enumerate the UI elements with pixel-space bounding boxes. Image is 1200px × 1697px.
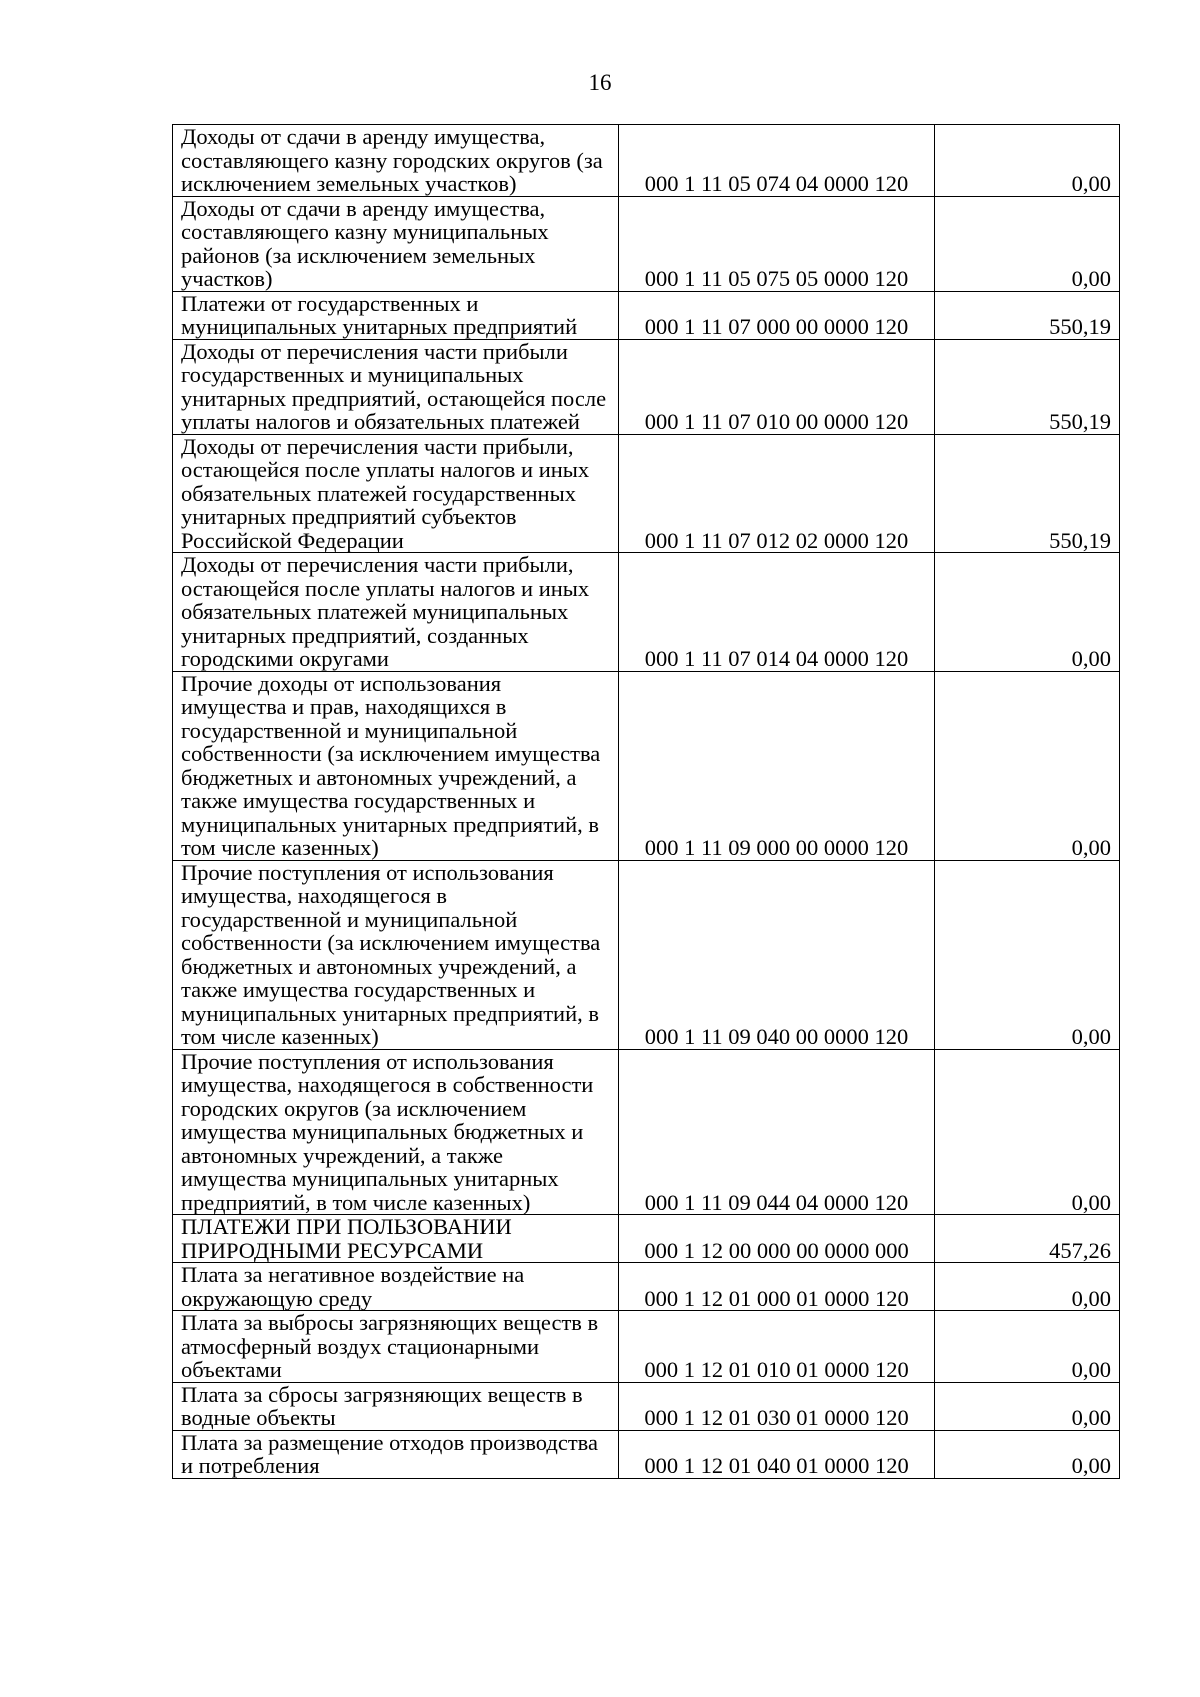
revenue-name-cell: Доходы от сдачи в аренду имущества, составляющего казну муниципальных районов (за исключением земельных участков) [173,196,619,291]
amount-cell: 550,19 [935,291,1120,339]
amount-cell: 0,00 [935,125,1120,197]
table-row [173,671,1120,860]
table-row [173,291,1120,339]
amount-cell: 0,00 [935,860,1120,1049]
revenue-name-cell: Доходы от перечисления части прибыли, остающейся после уплаты налогов и иных обязательных платежей государственных унитарных предприятий субъектов Российской Федерации [173,434,619,553]
revenue-name-cell: Плата за выбросы загрязняющих веществ в атмосферный воздух стационарными объектами [173,1311,619,1383]
budget-code-cell: 000 1 12 01 010 01 0000 120 [619,1311,935,1383]
table-row [173,1430,1120,1478]
budget-code-cell: 000 1 11 07 010 00 0000 120 [619,339,935,434]
revenue-name-cell: ПЛАТЕЖИ ПРИ ПОЛЬЗОВАНИИ ПРИРОДНЫМИ РЕСУРСАМИ [173,1215,619,1263]
budget-code-cell: 000 1 12 01 030 01 0000 120 [619,1382,935,1430]
table-row [173,434,1120,553]
amount-cell: 550,19 [935,434,1120,553]
revenue-name-cell: Плата за сбросы загрязняющих веществ в водные объекты [173,1382,619,1430]
amount-cell: 0,00 [935,1382,1120,1430]
amount-cell: 0,00 [935,1263,1120,1311]
budget-code-cell: 000 1 11 07 000 00 0000 120 [619,291,935,339]
table-row [173,339,1120,434]
amount-cell: 0,00 [935,1430,1120,1478]
budget-code-cell: 000 1 11 05 075 05 0000 120 [619,196,935,291]
budget-code-cell: 000 1 12 00 000 00 0000 000 [619,1215,935,1263]
table-row [173,125,1120,197]
amount-cell: 0,00 [935,1049,1120,1215]
table-row [173,1311,1120,1383]
amount-cell: 457,26 [935,1215,1120,1263]
table-row [173,553,1120,672]
revenue-name-cell: Плата за размещение отходов производства и потребления [173,1430,619,1478]
budget-code-cell: 000 1 11 07 014 04 0000 120 [619,553,935,672]
budget-code-cell: 000 1 11 09 044 04 0000 120 [619,1049,935,1215]
page-number: 16 [588,70,612,95]
amount-cell: 0,00 [935,196,1120,291]
budget-code-cell: 000 1 11 09 040 00 0000 120 [619,860,935,1049]
table-row [173,1382,1120,1430]
revenue-name-cell: Плата за негативное воздействие на окружающую среду [173,1263,619,1311]
revenue-table [172,124,1120,1479]
budget-code-cell: 000 1 12 01 040 01 0000 120 [619,1430,935,1478]
revenue-name-cell: Прочие поступления от использования имущества, находящегося в государственной и муниципальной собственности (за исключением имущества бюджетных и автономных учреждений, а также имущества государственных и муниципальных унитарных предприятий, в том числе казенных) [173,860,619,1049]
table-row [173,1049,1120,1215]
amount-cell: 0,00 [935,671,1120,860]
revenue-name-cell: Доходы от перечисления части прибыли государственных и муниципальных унитарных предприятий, остающейся после уплаты налогов и обязательных платежей [173,339,619,434]
budget-code-cell: 000 1 11 09 000 00 0000 120 [619,671,935,860]
amount-cell: 0,00 [935,553,1120,672]
revenue-table-body [173,125,1120,1479]
revenue-name-cell: Платежи от государственных и муниципальных унитарных предприятий [173,291,619,339]
amount-cell: 550,19 [935,339,1120,434]
revenue-name-cell: Прочие доходы от использования имущества и прав, находящихся в государственной и муниципальной собственности (за исключением имущества бюджетных и автономных учреждений, а также имущества государственных и муниципальных унитарных предприятий, в том числе казенных) [173,671,619,860]
revenue-name-cell: Доходы от сдачи в аренду имущества, составляющего казну городских округов (за исключением земельных участков) [173,125,619,197]
table-row [173,196,1120,291]
revenue-name-cell: Доходы от перечисления части прибыли, остающейся после уплаты налогов и иных обязательных платежей муниципальных унитарных предприятий, созданных городскими округами [173,553,619,672]
amount-cell: 0,00 [935,1311,1120,1383]
budget-code-cell: 000 1 12 01 000 01 0000 120 [619,1263,935,1311]
table-row [173,1263,1120,1311]
budget-code-cell: 000 1 11 07 012 02 0000 120 [619,434,935,553]
budget-code-cell: 000 1 11 05 074 04 0000 120 [619,125,935,197]
revenue-name-cell: Прочие поступления от использования имущества, находящегося в собственности городских округов (за исключением имущества муниципальных бюджетных и автономных учреждений, а также имущества муниципальных унитарных предприятий, в том числе казенных) [173,1049,619,1215]
table-row [173,1215,1120,1263]
table-row [173,860,1120,1049]
